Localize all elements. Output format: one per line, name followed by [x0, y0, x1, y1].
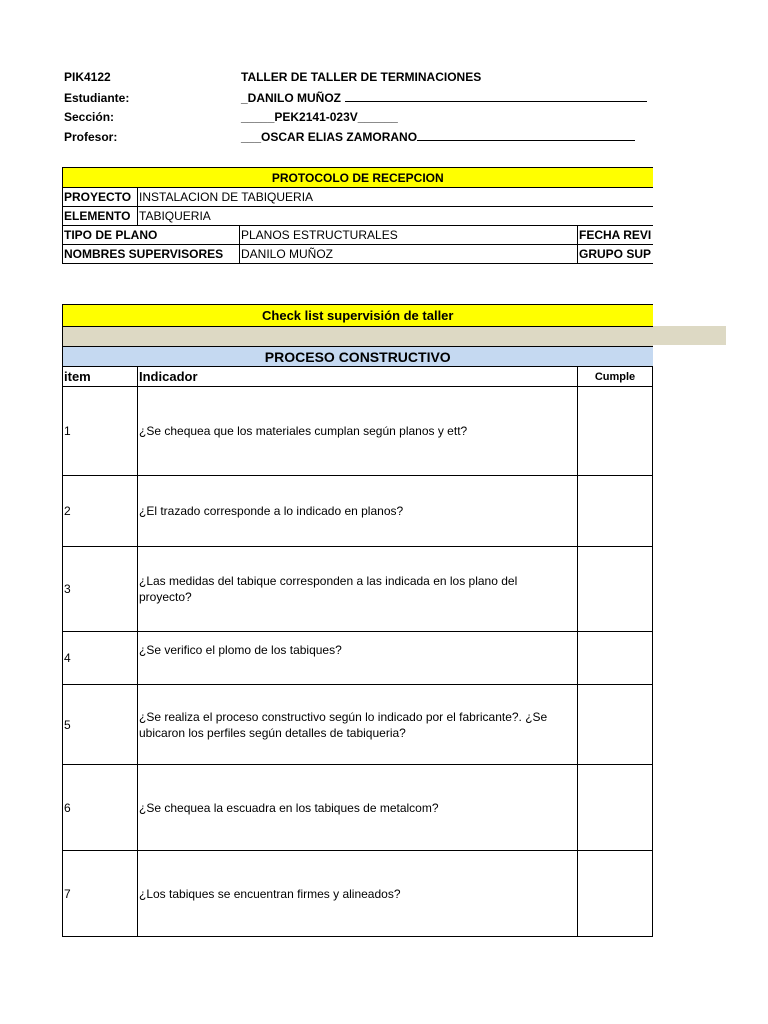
section-label: Sección:	[64, 110, 115, 124]
row-number: 5	[63, 685, 138, 765]
table-row	[63, 476, 653, 547]
protocol-title: PROTOCOLO DE RECEPCION	[63, 168, 653, 188]
row-number: 1	[63, 387, 138, 476]
supervisors-label: NOMBRES SUPERVISORES	[63, 245, 240, 264]
student-field	[241, 91, 653, 105]
row-cumple-cell[interactable]	[578, 387, 653, 476]
row-cumple-cell[interactable]	[578, 476, 653, 547]
professor-field	[241, 130, 653, 144]
col-indicator-header: Indicador	[138, 367, 578, 387]
row-cumple-cell[interactable]	[578, 765, 653, 851]
element-value: TABIQUERIA	[138, 207, 653, 226]
professor-underline	[417, 140, 635, 141]
course-code: PIK4122	[64, 70, 111, 84]
row-number: 2	[63, 476, 138, 547]
protocol-table	[62, 167, 653, 264]
row-indicator: ¿Se realiza el proceso constructivo según lo indicado por el fabricante?. ¿Se ubicaron los perfiles según detalles de tabiqueria?	[138, 685, 578, 765]
table-row	[63, 387, 653, 476]
element-label: ELEMENTO	[63, 207, 138, 226]
checklist-title: Check list supervisión de taller	[63, 305, 653, 327]
course-title: TALLER DE TALLER DE TERMINACIONES	[241, 70, 482, 84]
row-indicator: ¿El trazado corresponde a lo indicado en planos?	[138, 476, 578, 547]
section-value: _____PEK2141-023V______	[241, 110, 398, 124]
supervisors-value: DANILO MUÑOZ	[240, 245, 578, 264]
table-row	[63, 685, 653, 765]
student-underline	[345, 101, 647, 102]
row-number: 7	[63, 851, 138, 937]
student-value: _DANILO MUÑOZ	[241, 91, 341, 105]
row-indicator: ¿Se chequea que los materiales cumplan según planos y ett?	[138, 387, 578, 476]
col-item-header: item	[63, 367, 138, 387]
row-cumple-cell[interactable]	[578, 851, 653, 937]
row-indicator: ¿Se chequea la escuadra en los tabiques de metalcom?	[138, 765, 578, 851]
checklist-table	[62, 304, 653, 937]
row-indicator: ¿Se verifico el plomo de los tabiques?	[138, 632, 578, 685]
row-indicator: ¿Los tabiques se encuentran firmes y alineados?	[138, 851, 578, 937]
plan-type-value: PLANOS ESTRUCTURALES	[240, 226, 578, 245]
project-value: INSTALACION DE TABIQUERIA	[138, 188, 653, 207]
row-number: 3	[63, 547, 138, 632]
table-row	[63, 765, 653, 851]
section-title: PROCESO CONSTRUCTIVO	[63, 347, 653, 367]
row-cumple-cell[interactable]	[578, 632, 653, 685]
table-row	[63, 547, 653, 632]
student-label: Estudiante:	[64, 91, 130, 105]
project-label: PROYECTO	[63, 188, 138, 207]
row-cumple-cell[interactable]	[578, 547, 653, 632]
professor-value: ___OSCAR ELIAS ZAMORANO	[241, 130, 418, 144]
review-date-label: FECHA REVI	[578, 226, 653, 245]
row-number: 6	[63, 765, 138, 851]
table-row	[63, 632, 653, 685]
professor-label: Profesor:	[64, 130, 118, 144]
row-number: 4	[63, 632, 138, 685]
row-cumple-cell[interactable]	[578, 685, 653, 765]
checklist-spacer	[63, 327, 653, 347]
table-row	[63, 851, 653, 937]
row-indicator: ¿Las medidas del tabique corresponden a las indicada en los plano del proyecto?	[138, 547, 578, 632]
col-cumple-header: Cumple	[578, 367, 653, 387]
group-label: GRUPO SUP	[578, 245, 653, 264]
plan-type-label: TIPO DE PLANO	[63, 226, 240, 245]
